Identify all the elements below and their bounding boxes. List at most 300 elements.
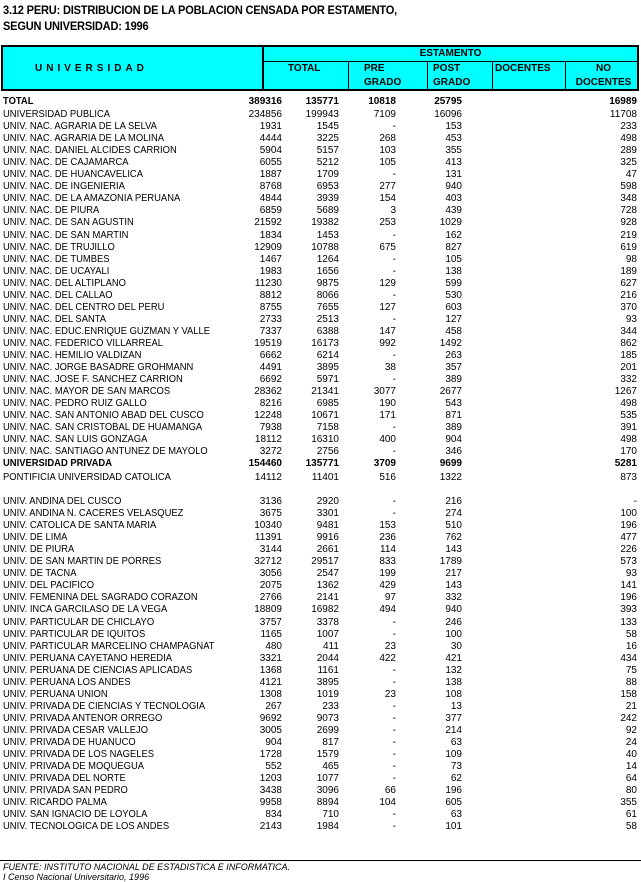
table-title: 3.12 PERU: DISTRIBUCION DE LA POBLACION CENSADA POR ESTAMENTO, — [3, 3, 398, 17]
cell-pregrado: 3378 — [316, 616, 339, 628]
cell-postgrado: 277 — [379, 181, 396, 193]
cell-postgrado: 992 — [379, 337, 396, 349]
cell-pregrado: 3225 — [316, 133, 339, 145]
table-row — [0, 629, 641, 641]
cell-postgrado: - — [392, 700, 396, 712]
cell-docentes: 131 — [445, 169, 462, 181]
cell-docentes: 510 — [445, 520, 462, 532]
cell-total: 12909 — [254, 241, 282, 253]
cell-docentes: 143 — [445, 544, 462, 556]
table-row — [0, 556, 641, 568]
table-row — [0, 278, 641, 290]
cell-no-docentes: 21 — [625, 700, 637, 712]
table-row — [0, 761, 641, 773]
cell-pregrado: 2513 — [316, 313, 339, 325]
row-university-name: UNIV. NAC. AGRARIA DE LA MOLINA — [3, 133, 165, 145]
cell-total: 14112 — [254, 472, 282, 483]
table-row — [0, 410, 641, 422]
cell-total: 3144 — [259, 544, 282, 556]
cell-total: 1467 — [259, 253, 282, 265]
cell-docentes: 274 — [445, 508, 462, 520]
cell-pregrado: 29517 — [311, 556, 339, 568]
cell-total: 4491 — [259, 362, 282, 374]
cell-postgrado: - — [392, 809, 396, 821]
cell-postgrado: - — [392, 313, 396, 325]
cell-pregrado: 1264 — [316, 253, 339, 265]
cell-docentes: 109 — [445, 749, 462, 761]
row-university-name: UNIV. NAC. HEMILIO VALDIZAN — [3, 350, 142, 361]
table-row — [0, 230, 641, 242]
cell-total: 11391 — [254, 532, 282, 544]
cell-docentes: 543 — [445, 398, 462, 410]
cell-pregrado: 817 — [322, 737, 339, 748]
cell-no-docentes: 64 — [625, 773, 637, 785]
table-row — [0, 157, 641, 169]
header-col-postgrado — [427, 62, 492, 89]
cell-postgrado: 3709 — [373, 458, 396, 470]
row-university-name: UNIV. PRIVADA DE LOS NAGELES — [3, 749, 154, 761]
table-row — [0, 242, 641, 254]
cell-no-docentes: 133 — [620, 616, 637, 628]
table-row — [0, 446, 641, 458]
cell-docentes: 904 — [445, 434, 462, 446]
cell-pregrado: 1019 — [316, 688, 339, 700]
header-col-nodocentes-line2: DOCENTES — [575, 77, 632, 88]
table-row — [0, 737, 641, 749]
table-row — [0, 109, 641, 121]
row-university-name: UNIV. CATOLICA DE SANTA MARIA — [3, 520, 157, 532]
cell-total: 18112 — [254, 434, 282, 446]
cell-pregrado: 411 — [323, 640, 339, 652]
cell-no-docentes: 928 — [620, 217, 637, 229]
cell-docentes: 73 — [450, 761, 462, 773]
header-col-postgrado-line2: GRADO — [433, 77, 471, 88]
row-university-name: UNIV. NAC. DEL ALTIPLANO — [3, 277, 126, 289]
cell-no-docentes: 325 — [620, 157, 637, 169]
cell-docentes: 143 — [445, 580, 462, 592]
cell-total: 4121 — [259, 676, 282, 688]
cell-no-docentes: 92 — [625, 724, 637, 736]
cell-docentes: 138 — [445, 676, 462, 688]
table-row — [0, 217, 641, 229]
cell-docentes: 105 — [445, 253, 462, 265]
row-university-name: UNIV. NAC. DEL SANTA — [3, 313, 107, 325]
table-row — [0, 508, 641, 520]
cell-pregrado: 5971 — [316, 374, 339, 386]
cell-no-docentes: 170 — [620, 446, 637, 458]
cell-postgrado: 104 — [379, 797, 396, 809]
row-university-name: UNIV. NAC. DE INGENIERIA — [3, 181, 125, 193]
cell-docentes: 439 — [445, 205, 462, 217]
cell-docentes: 1789 — [439, 556, 462, 568]
row-university-name: UNIV. PERUANA CAYETANO HEREDIA — [3, 652, 173, 664]
header-col-nodocentes-line1: NO — [596, 63, 611, 74]
cell-no-docentes: 862 — [620, 337, 637, 349]
cell-postgrado: - — [392, 446, 396, 458]
cell-pregrado: 1709 — [316, 169, 339, 181]
cell-docentes: 871 — [445, 410, 462, 422]
cell-no-docentes: 1267 — [614, 386, 637, 398]
cell-no-docentes: 189 — [620, 265, 637, 277]
cell-postgrado: - — [392, 724, 396, 736]
cell-no-docentes: 93 — [625, 313, 637, 325]
row-university-name: PONTIFICIA UNIVERSIDAD CATOLICA — [3, 472, 171, 483]
cell-no-docentes: 598 — [620, 181, 637, 193]
header-estamento: ESTAMENTO — [264, 47, 637, 62]
cell-total: 7938 — [259, 422, 282, 434]
row-university-name: TOTAL — [3, 96, 34, 107]
cell-no-docentes: 498 — [620, 133, 637, 145]
cell-no-docentes: 728 — [620, 205, 637, 217]
table-row — [0, 133, 641, 145]
table-row — [0, 362, 641, 374]
cell-pregrado: 2044 — [316, 652, 339, 664]
cell-total: 1203 — [259, 773, 282, 785]
cell-no-docentes: 535 — [620, 410, 637, 422]
cell-total: 32712 — [254, 556, 282, 568]
row-university-name: UNIV. NAC. DE UCAYALI — [3, 265, 110, 277]
cell-pregrado: 5689 — [316, 205, 339, 217]
cell-docentes: 162 — [445, 229, 462, 241]
cell-no-docentes: 219 — [620, 229, 637, 241]
cell-pregrado: 199943 — [305, 109, 339, 120]
cell-docentes: 603 — [445, 301, 462, 313]
table-row — [0, 374, 641, 386]
cell-no-docentes: 348 — [620, 193, 637, 205]
table-row — [0, 821, 641, 833]
table-row — [0, 713, 641, 725]
cell-docentes: 762 — [445, 532, 462, 544]
row-university-name: UNIV. PRIVADA DEL NORTE — [3, 773, 126, 785]
table-row — [0, 350, 641, 362]
cell-no-docentes: 242 — [620, 712, 637, 724]
cell-postgrado: - — [392, 169, 396, 181]
cell-pregrado: 11401 — [311, 472, 339, 483]
cell-postgrado: 400 — [379, 434, 396, 446]
cell-docentes: 246 — [445, 616, 462, 628]
row-university-name: UNIV. NAC. SAN ANTONIO ABAD DEL CUSCO — [3, 410, 204, 422]
row-university-name: UNIV. SAN IGNACIO DE LOYOLA — [3, 809, 148, 821]
cell-docentes: 25795 — [434, 96, 462, 107]
cell-pregrado: 21341 — [311, 386, 339, 398]
cell-total: 834 — [265, 809, 282, 821]
table-row — [0, 604, 641, 616]
cell-total: 12248 — [254, 410, 282, 422]
cell-total: 1931 — [259, 121, 282, 133]
cell-docentes: 389 — [445, 374, 462, 386]
cell-total: 6055 — [259, 157, 282, 169]
cell-no-docentes: 11708 — [609, 109, 637, 120]
row-university-name: UNIVERSIDAD PUBLICA — [3, 109, 111, 120]
cell-postgrado: 23 — [384, 640, 396, 652]
cell-postgrado: - — [392, 253, 396, 265]
cell-total: 3056 — [259, 568, 282, 580]
cell-docentes: 62 — [450, 773, 462, 785]
cell-pregrado: 135771 — [305, 96, 339, 107]
cell-postgrado: 10818 — [368, 96, 396, 107]
table-row — [0, 520, 641, 532]
row-university-name: UNIV. TECNOLOGICA DE LOS ANDES — [3, 821, 170, 833]
cell-no-docentes: 61 — [625, 809, 637, 821]
cell-no-docentes: 627 — [620, 277, 637, 289]
row-university-name: UNIV. DE SAN MARTIN DE PORRES — [3, 556, 162, 568]
cell-docentes: 1322 — [439, 472, 462, 483]
cell-pregrado: 3096 — [316, 785, 339, 797]
row-university-name: UNIV. PRIVADA DE CIENCIAS Y TECNOLOGIA — [3, 700, 206, 712]
cell-docentes: 827 — [445, 241, 462, 253]
row-university-name: UNIV. NAC. DE TRUJILLO — [3, 241, 115, 253]
row-university-name: UNIV. PERUANA DE CIENCIAS APLICADAS — [3, 664, 193, 676]
header-col-nodocentes — [565, 62, 637, 89]
cell-postgrado: 236 — [379, 532, 396, 544]
table-header — [1, 45, 639, 91]
cell-docentes: 217 — [445, 568, 462, 580]
table-row — [0, 653, 641, 665]
row-university-name: UNIV. ANDINA DEL CUSCO — [3, 496, 122, 507]
cell-docentes: 13 — [450, 700, 462, 712]
cell-total: 3438 — [259, 785, 282, 797]
cell-pregrado: 9073 — [316, 712, 339, 724]
cell-total: 1308 — [259, 688, 282, 700]
cell-total: 389316 — [248, 96, 282, 107]
cell-no-docentes: - — [633, 496, 637, 507]
table-row — [0, 422, 641, 434]
header-universidad: UNIVERSIDAD — [35, 63, 148, 74]
cell-no-docentes: 47 — [625, 169, 637, 181]
cell-no-docentes: 370 — [620, 301, 637, 313]
cell-no-docentes: 100 — [620, 508, 637, 520]
cell-postgrado: - — [392, 628, 396, 640]
cell-total: 3321 — [259, 652, 282, 664]
cell-docentes: 940 — [445, 604, 462, 616]
cell-postgrado: 675 — [379, 241, 396, 253]
cell-total: 8216 — [259, 398, 282, 410]
cell-postgrado: - — [392, 289, 396, 301]
cell-total: 8768 — [259, 181, 282, 193]
cell-no-docentes: 14 — [625, 761, 637, 773]
cell-docentes: 389 — [445, 422, 462, 434]
cell-pregrado: 1077 — [316, 773, 339, 785]
cell-total: 11230 — [254, 277, 282, 289]
cell-total: 5904 — [259, 145, 282, 157]
table-row — [0, 145, 641, 157]
cell-no-docentes: 233 — [620, 121, 637, 133]
table-row — [0, 785, 641, 797]
cell-no-docentes: 158 — [620, 688, 637, 700]
cell-pregrado: 2661 — [316, 544, 339, 556]
cell-pregrado: 16982 — [311, 604, 339, 616]
cell-total: 1834 — [259, 229, 282, 241]
cell-no-docentes: 58 — [625, 628, 637, 640]
row-university-name: UNIV. DE TACNA — [3, 568, 77, 580]
table-row — [0, 496, 641, 508]
cell-pregrado: 6985 — [316, 398, 339, 410]
cell-postgrado: - — [392, 712, 396, 724]
cell-docentes: 63 — [450, 737, 462, 748]
cell-pregrado: 465 — [322, 761, 339, 773]
table-row — [0, 290, 641, 302]
cell-pregrado: 19382 — [311, 217, 339, 229]
cell-total: 904 — [265, 737, 282, 748]
cell-postgrado: 429 — [379, 580, 396, 592]
cell-pregrado: 3301 — [316, 508, 339, 520]
table-row — [0, 617, 641, 629]
table-row — [0, 472, 641, 484]
cell-postgrado: - — [392, 229, 396, 241]
cell-no-docentes: 75 — [625, 664, 637, 676]
cell-pregrado: 233 — [322, 700, 339, 712]
cell-total: 234856 — [248, 109, 282, 120]
header-col-pregrado — [348, 62, 427, 89]
cell-pregrado: 16173 — [311, 337, 339, 349]
cell-total: 6662 — [259, 350, 282, 361]
cell-total: 552 — [265, 761, 282, 773]
cell-pregrado: 1453 — [316, 229, 339, 241]
row-university-name: UNIV. NAC. DE CAJAMARCA — [3, 157, 129, 169]
cell-total: 267 — [265, 700, 282, 712]
cell-no-docentes: 226 — [620, 544, 637, 556]
cell-no-docentes: 196 — [620, 520, 637, 532]
cell-pregrado: 7655 — [316, 301, 339, 313]
cell-postgrado: - — [392, 265, 396, 277]
cell-no-docentes: 196 — [620, 592, 637, 604]
row-university-name: UNIV. PARTICULAR DE IQUITOS — [3, 628, 146, 640]
table-row — [0, 797, 641, 809]
row-university-name: UNIV. PRIVADA DE HUANUCO — [3, 737, 136, 748]
header-col-pregrado-line1: PRE — [364, 63, 385, 74]
cell-total: 3272 — [259, 446, 282, 458]
cell-pregrado: 2699 — [316, 724, 339, 736]
row-university-name: UNIV. NAC. DE TUMBES — [3, 253, 110, 265]
table-row — [0, 725, 641, 737]
table-row — [0, 386, 641, 398]
cell-postgrado: - — [392, 616, 396, 628]
cell-no-docentes: 393 — [620, 604, 637, 616]
cell-docentes: 2677 — [439, 386, 462, 398]
table-row — [0, 580, 641, 592]
table-row — [0, 773, 641, 785]
row-university-name: UNIV. NAC. DE SAN MARTIN — [3, 229, 129, 241]
table-row — [0, 169, 641, 181]
cell-postgrado: 253 — [379, 217, 396, 229]
cell-total: 9692 — [259, 712, 282, 724]
row-university-name: UNIV. NAC. SAN CRISTOBAL DE HUAMANGA — [3, 422, 203, 434]
cell-total: 1983 — [259, 265, 282, 277]
table-row — [0, 701, 641, 713]
cell-postgrado: 103 — [379, 145, 396, 157]
cell-total: 7337 — [259, 325, 282, 337]
cell-pregrado: 7158 — [316, 422, 339, 434]
table-row-total — [0, 96, 641, 108]
table-row — [0, 532, 641, 544]
cell-pregrado: 1579 — [316, 749, 339, 761]
row-university-name: UNIV. RICARDO PALMA — [3, 797, 107, 809]
cell-pregrado: 6953 — [316, 181, 339, 193]
row-university-name: UNIV. DE PIURA — [3, 544, 75, 556]
cell-docentes: 1029 — [439, 217, 462, 229]
cell-pregrado: 3895 — [316, 362, 339, 374]
cell-no-docentes: 40 — [625, 749, 637, 761]
cell-postgrado: 23 — [384, 688, 396, 700]
cell-postgrado: - — [392, 374, 396, 386]
row-university-name: UNIV. DEL PACIFICO — [3, 580, 95, 592]
cell-no-docentes: 24 — [625, 737, 637, 748]
cell-docentes: 1492 — [439, 337, 462, 349]
table-row — [0, 266, 641, 278]
cell-no-docentes: 498 — [620, 434, 637, 446]
cell-docentes: 355 — [445, 145, 462, 157]
row-university-name: UNIV. PERUANA UNION — [3, 688, 108, 700]
cell-docentes: 413 — [445, 157, 462, 169]
table-row-total — [0, 458, 641, 470]
cell-postgrado: 190 — [379, 398, 396, 410]
row-university-name: UNIV. PERUANA LOS ANDES — [3, 676, 131, 688]
cell-docentes: 332 — [445, 592, 462, 604]
cell-pregrado: 16310 — [311, 434, 339, 446]
cell-no-docentes: 16989 — [609, 96, 637, 107]
cell-postgrado: 268 — [379, 133, 396, 145]
table-row — [0, 809, 641, 821]
cell-no-docentes: 216 — [620, 289, 637, 301]
table-row — [0, 398, 641, 410]
cell-docentes: 421 — [445, 652, 462, 664]
row-university-name: UNIV. PARTICULAR MARCELINO CHAMPAGNAT — [3, 640, 215, 652]
cell-no-docentes: 141 — [620, 580, 637, 592]
cell-postgrado: - — [392, 773, 396, 785]
cell-pregrado: 3895 — [316, 676, 339, 688]
cell-docentes: 377 — [445, 712, 462, 724]
row-university-name: UNIVERSIDAD PRIVADA — [3, 458, 112, 470]
cell-postgrado: - — [392, 121, 396, 133]
cell-pregrado: 9916 — [316, 532, 339, 544]
table-row — [0, 544, 641, 556]
cell-pregrado: 5212 — [316, 157, 339, 169]
table-row — [0, 434, 641, 446]
cell-no-docentes: 391 — [620, 422, 637, 434]
cell-total: 6859 — [259, 205, 282, 217]
row-university-name: UNIV. NAC. DEL CENTRO DEL PERU — [3, 301, 165, 313]
cell-no-docentes: 498 — [620, 398, 637, 410]
cell-pregrado: 9875 — [316, 277, 339, 289]
row-university-name: UNIV. NAC. DE HUANCAVELICA — [3, 169, 144, 181]
source-note: FUENTE: INSTITUTO NACIONAL DE ESTADISTICA E INFORMATICA. — [3, 862, 291, 872]
row-university-name: UNIV. PRIVADA SAN PEDRO — [3, 785, 128, 797]
table-row — [0, 641, 641, 653]
row-university-name: UNIV. NAC. SANTIAGO ANTUNEZ DE MAYOLO — [3, 446, 208, 458]
cell-total: 3136 — [259, 496, 282, 507]
table-row — [0, 749, 641, 761]
row-university-name: UNIV. NAC. DE SAN AGUSTIN — [3, 217, 134, 229]
cell-pregrado: 2141 — [316, 592, 339, 604]
cell-postgrado: 147 — [379, 325, 396, 337]
cell-postgrado: 129 — [379, 277, 396, 289]
row-university-name: UNIV. PARTICULAR DE CHICLAYO — [3, 616, 155, 628]
row-university-name: UNIV. INCA GARCILASO DE LA VEGA — [3, 604, 168, 616]
footer-divider — [0, 860, 641, 861]
cell-no-docentes: 573 — [620, 556, 637, 568]
table-row — [0, 338, 641, 350]
cell-total: 1728 — [259, 749, 282, 761]
cell-docentes: 16096 — [434, 109, 462, 120]
census-note: I Censo Nacional Universitario, 1996 — [3, 872, 150, 882]
row-university-name: UNIV. DE LIMA — [3, 532, 68, 544]
cell-postgrado: - — [392, 676, 396, 688]
row-university-name: UNIV. NAC. FEDERICO VILLARREAL — [3, 337, 164, 349]
cell-pregrado: 9481 — [316, 520, 339, 532]
header-col-postgrado-line1: POST — [433, 63, 461, 74]
cell-docentes: 138 — [445, 265, 462, 277]
cell-docentes: 605 — [445, 797, 462, 809]
